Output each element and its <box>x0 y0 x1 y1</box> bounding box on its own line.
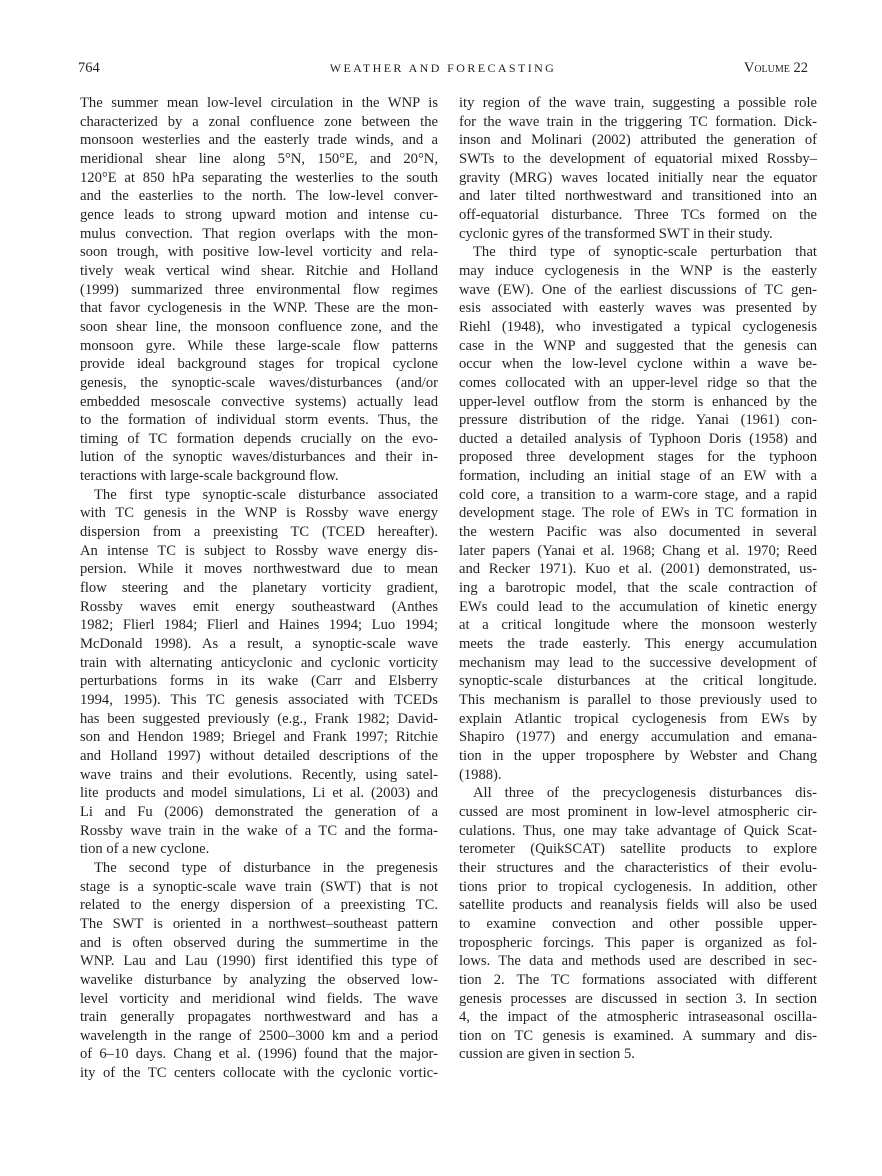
text-line: culations. Thus, one may take advantage of Quick Scat- <box>459 822 817 839</box>
text-line: to the formation of individual storm events. Thus, the <box>80 412 438 429</box>
text-line: ducted a detailed analysis of Typhoon Doris (1958) and <box>459 430 817 447</box>
text-line: tion in the upper troposphere by Webster and Chang <box>459 747 817 764</box>
text-line: Rossby waves emit energy southeastward (Anthes <box>80 598 438 615</box>
text-line: ity of the TC centers collocate with the cyclonic vortic- <box>80 1065 438 1082</box>
text-line: level vorticity and meridional wind fields. The wave <box>80 990 438 1007</box>
text-line: An intense TC is subject to Rossby wave energy dis- <box>80 542 438 559</box>
text-line: Shapiro (1977) and energy accumulation and emana- <box>459 729 817 746</box>
volume-label: Volume 22 <box>743 60 808 76</box>
text-line: and later tilted northwestward and transitioned into an <box>459 188 817 205</box>
text-line: lite products and model simulations, Li et al. (2003) and <box>80 785 438 802</box>
text-line: gravity (MRG) waves located initially near the equator <box>459 169 817 186</box>
text-line: dispersion from a preexisting TC (TCED hereafter). <box>80 524 438 541</box>
text-line: genesis processes are discussed in section 3. In section <box>459 990 817 1007</box>
text-line: meridional shear line along 5°N, 150°E, and 20°N, <box>80 150 438 167</box>
text-line: meets the trade easterly. This energy accumulation <box>459 636 817 653</box>
text-line: The summer mean low-level circulation in the WNP is <box>80 95 438 111</box>
text-line: occur when the low-level cyclone within a wave be- <box>459 356 817 373</box>
text-line: wavelike disturbance by analyzing the observed low- <box>80 971 438 988</box>
text-line: gence leads to strong upward motion and intense cu- <box>80 206 438 223</box>
text-line: that favor cyclogenesis in the WNP. These are the mon- <box>80 300 438 317</box>
text-line: mulus convection. That region overlaps with the mon- <box>80 225 438 242</box>
right-text-column <box>459 94 817 1064</box>
text-line: proposed three development stages for the typhoon <box>459 449 817 466</box>
text-line: stage is a synoptic-scale wave train (SWT) that is not <box>80 878 438 895</box>
text-line: cyclonic gyres of the transformed SWT in their study. <box>459 225 773 242</box>
text-line: esis associated with easterly waves was presented by <box>459 300 817 317</box>
text-line: The SWT is oriented in a northwest–southeast pattern <box>80 915 438 932</box>
text-line: The third type of synoptic-scale perturbation that <box>473 244 817 261</box>
text-line: (1999) summarized three environmental flow regimes <box>80 281 438 298</box>
text-line: soon shear line, the monsoon confluence zone, and the <box>80 318 438 335</box>
text-line: SWTs to the development of equatorial mixed Rossby– <box>459 150 817 167</box>
text-line: genesis, the synoptic-scale waves/disturbances (and/or <box>80 374 438 391</box>
text-line: ity region of the wave train, suggesting a possible role <box>459 95 817 111</box>
text-line: to examine convection and other possible upper- <box>459 915 817 932</box>
text-line: timing of TC formation depends crucially on the evo- <box>80 430 438 447</box>
text-line: The first type synoptic-scale disturbance associated <box>94 486 438 503</box>
text-line: lution of the synoptic waves/disturbances and their in- <box>80 449 438 466</box>
text-line: upper-level outflow from the storm is enhanced by the <box>459 393 817 410</box>
text-line: persion. While it moves northwestward due to mean <box>80 561 438 578</box>
text-line: cussion are given in section 5. <box>459 1046 635 1063</box>
text-line: Riehl (1948), who investigated a typical cyclogenesis <box>459 318 817 335</box>
text-line: off-equatorial disturbance. Three TCs formed on the <box>459 206 817 223</box>
text-line: flow steering and the planetary vorticity gradient, <box>80 580 438 597</box>
text-line: train generally propagates northwestward and has a <box>80 1009 438 1026</box>
text-line: and Recker 1971). Kuo et al. (2001) demonstrated, us- <box>459 561 817 578</box>
text-line: the western Pacific was also documented in several <box>459 524 817 541</box>
text-line: and the easterlies to the north. The low-level conver- <box>80 188 438 205</box>
text-line: teractions with large-scale background flow. <box>80 468 339 485</box>
text-line: characterized by a zonal confluence zone between the <box>80 113 438 130</box>
text-line: son and Hendon 1989; Briegel and Frank 1997; Ritchie <box>80 729 438 746</box>
text-line: may induce cyclogenesis in the WNP is the easterly <box>459 262 817 279</box>
text-line: at a critical longitude where the monsoon westerly <box>459 617 817 634</box>
text-line: wavelength in the range of 2500–3000 km and a period <box>80 1027 438 1044</box>
text-line: and is often observed during the summertime in the <box>80 934 438 951</box>
text-line: for the wave train in the triggering TC formation. Dick- <box>459 113 817 130</box>
text-line: explain Atlantic tropical cyclogenesis from EWs by <box>459 710 817 727</box>
text-line: perturbations forms in its wake (Carr and Elsberry <box>80 673 438 690</box>
text-line: satellite products and reanalysis fields will also be used <box>459 897 817 914</box>
text-line: 120°E at 850 hPa separating the westerlies to the south <box>80 169 438 186</box>
text-line: lows. The data and methods used are described in sec- <box>459 953 817 970</box>
left-text-column <box>80 94 438 1083</box>
text-line: 4, the impact of the atmospheric intraseasonal oscilla- <box>459 1009 817 1026</box>
text-line: 1994, 1995). This TC genesis associated with TCEDs <box>80 692 438 708</box>
text-line: Li and Fu (2006) demonstrated the generation of a <box>80 803 438 820</box>
text-line: tion 2. The TC formations associated with different <box>459 971 817 988</box>
text-line: mechanism may lead to the successive development of <box>459 654 817 671</box>
text-line: comes collocated with an upper-level ridge so that the <box>459 374 817 391</box>
text-line: wave (EW). One of the earliest discussions of TC gen- <box>459 281 817 298</box>
text-line: This mechanism is parallel to those previously used to <box>459 692 817 708</box>
text-line: (1988). <box>459 766 502 783</box>
text-line: cold core, a transition to a warm-core stage, and a rapid <box>459 486 817 503</box>
text-line: cussed are most prominent in low-level atmospheric cir- <box>459 803 817 820</box>
text-line: tively weak vertical wind shear. Ritchie and Holland <box>80 262 438 279</box>
text-line: of 6–10 days. Chang et al. (1996) found that the major- <box>80 1046 438 1063</box>
text-line: synoptic-scale disturbances at the critical longitude. <box>459 673 817 690</box>
text-line: The second type of disturbance in the pregenesis <box>94 859 438 876</box>
text-line: terometer (QuikSCAT) satellite products to explore <box>459 841 817 858</box>
text-line: their structures and the characteristics of their evolu- <box>459 859 817 876</box>
text-line: provide ideal background stages for tropical cyclone <box>80 356 438 373</box>
text-line: wave trains and their evolutions. Recently, using satel- <box>80 766 438 783</box>
text-line: train with alternating anticyclonic and cyclonic vorticity <box>80 654 438 671</box>
running-header <box>78 60 808 80</box>
journal-title: WEATHER AND FORECASTING <box>329 61 557 75</box>
text-line: soon trough, with positive low-level vorticity and rela- <box>80 244 438 261</box>
text-line: monsoon westerlies and the easterly trade winds, and a <box>80 132 438 149</box>
text-line: development stage. The role of EWs in TC formation in <box>459 505 817 522</box>
text-line: WNP. Lau and Lau (1990) first identified this type of <box>80 953 438 970</box>
text-line: tions prior to tropical cyclogenesis. In addition, other <box>459 878 817 895</box>
text-line: and Holland 1997) without detailed descriptions of the <box>80 747 438 764</box>
text-line: EWs could lead to the accumulation of kinetic energy <box>459 598 817 615</box>
text-line: All three of the precyclogenesis disturbances dis- <box>473 785 817 802</box>
text-line: tion on TC genesis is examined. A summary and dis- <box>459 1027 817 1044</box>
text-line: formation, including an initial stage of an EW with a <box>459 468 817 485</box>
text-line: McDonald 1998). As a result, a synoptic-scale wave <box>80 636 438 653</box>
text-line: Rossby wave train in the wake of a TC and the forma- <box>80 822 438 839</box>
text-line: case in the WNP and suggested that the genesis can <box>459 337 817 354</box>
text-line: has been suggested previously (e.g., Frank 1982; David- <box>80 710 438 727</box>
text-line: inson and Molinari (2002) attributed the generation of <box>459 132 817 149</box>
text-line: 1982; Flierl 1984; Flierl and Haines 1994; Luo 1994; <box>80 617 438 634</box>
text-line: ing a barotropic model, that the scale contraction of <box>459 580 817 597</box>
text-line: monsoon gyre. While these large-scale flow patterns <box>80 337 438 354</box>
text-line: embedded mesoscale convective systems) actually lead <box>80 393 438 410</box>
page-number: 764 <box>78 60 100 76</box>
text-line: with TC genesis in the WNP is Rossby wave energy <box>80 505 438 522</box>
text-line: tion of a new cyclone. <box>80 841 210 858</box>
text-line: tropospheric forcings. This paper is organized as fol- <box>459 934 817 951</box>
text-line: later papers (Yanai et al. 1968; Chang et al. 1970; Reed <box>459 542 817 559</box>
text-line: pressure distribution of the ridge. Yanai (1961) con- <box>459 412 817 429</box>
text-line: related to the energy dispersion of a preexisting TC. <box>80 897 438 914</box>
